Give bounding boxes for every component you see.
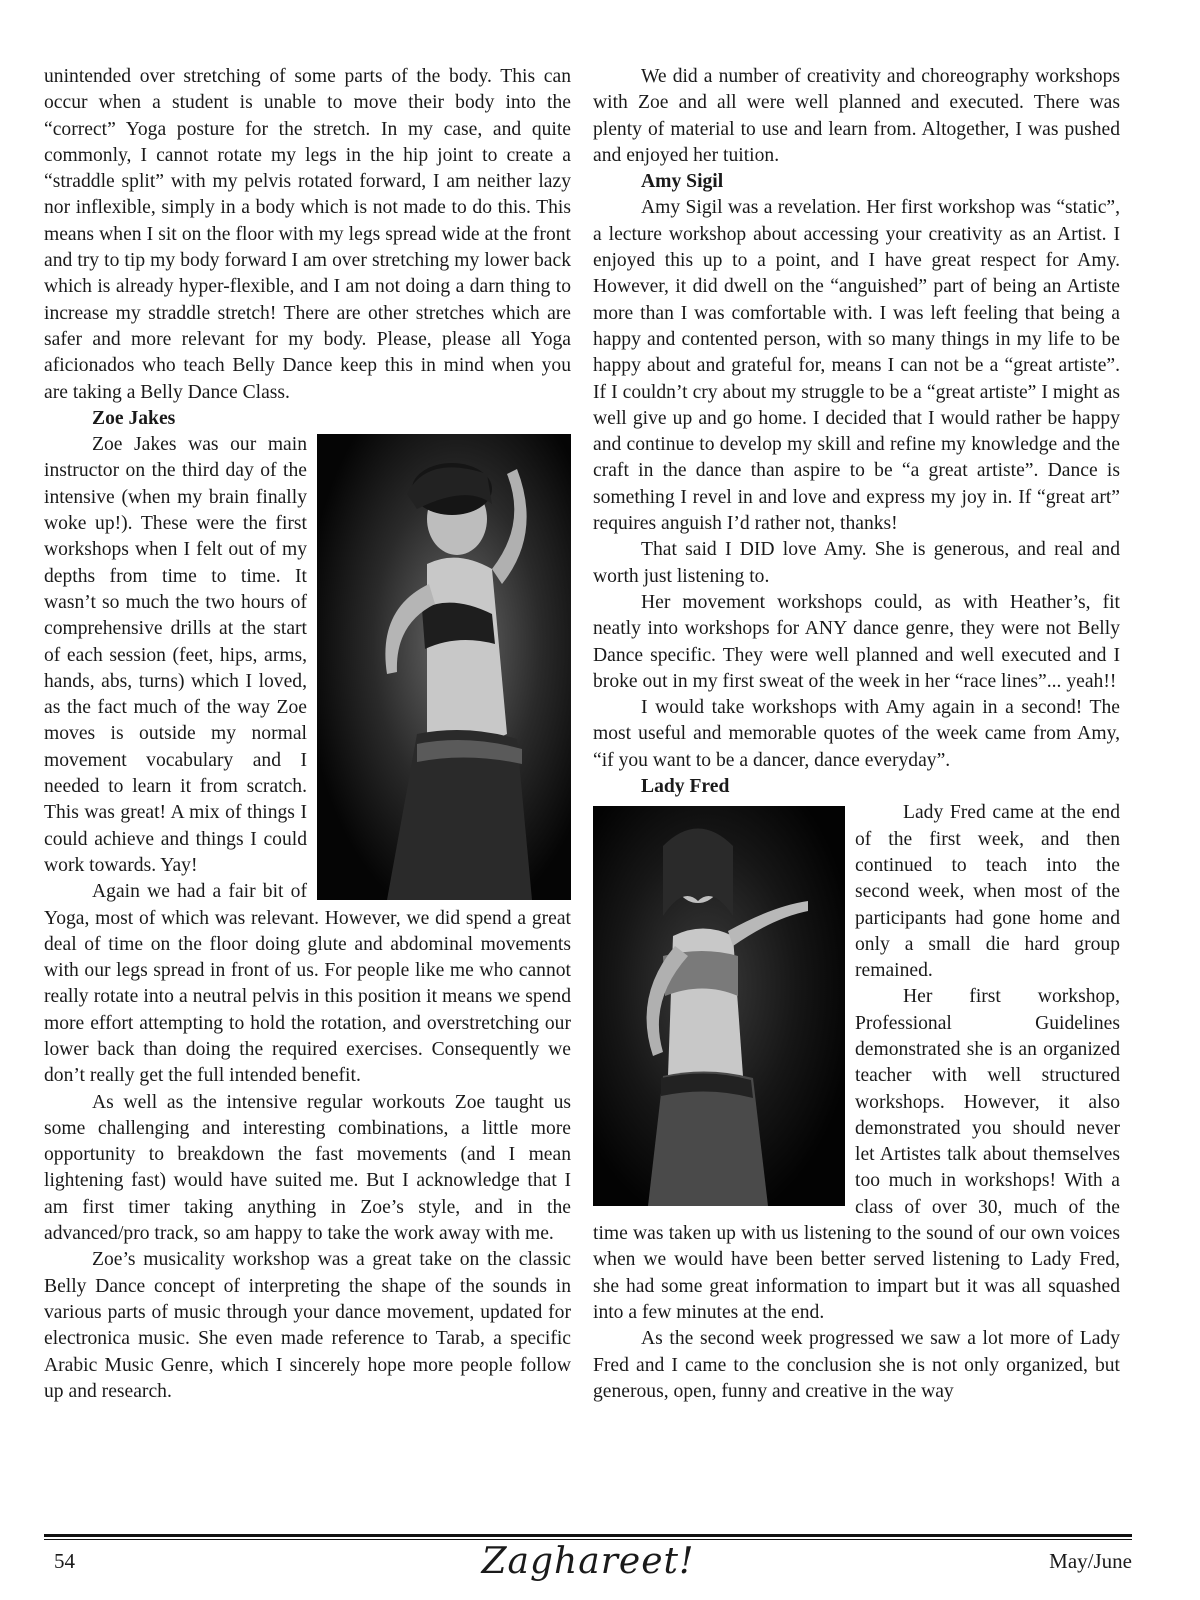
paragraph: Zoe’s musicality workshop was a great take on the classic Belly Dance concept of interpreting the shape of the sounds in various parts of music through your dance movement, updated for electronica music. She even made reference to Tarab, a specific Arabic Music Genre, which I sincerely hope more people follow up and research. (44, 1249, 571, 1402)
footer-rule (44, 1534, 1132, 1540)
magazine-logo: Zaghareet! (481, 1541, 695, 1582)
paragraph: Her first workshop, Professional Guidelines demonstrated she is an organized teacher with well structured workshops. However, it also demonstrated you should never let Artistes talk about themselves too much in workshops! With a class of over 30, much of the time was taken up with us listening to the sound of our own voices when we would have been better served listening to Lady Fred, she had some great information to impart but it was all squashed into a few minutes at the end. (593, 986, 1120, 1323)
photo-lady-fred (593, 806, 845, 1206)
page-footer (44, 1541, 1132, 1595)
page-number: 54 (54, 1549, 75, 1573)
paragraph: We did a number of creativity and choreography workshops with Zoe and all were well planned and executed. There was plenty of material to use and learn from. Altogether, I was pushed and enjoyed her tuition. (593, 66, 1120, 166)
paragraph: unintended over stretching of some parts of the body. This can occur when a student is unable to move their body into the “correct” Yoga posture for the stretch. In my case, and quite commonly, I cannot rotate my legs in the hip joint to create a “straddle split” with my pelvis rotated forward, I am neither lazy nor inflexible, simply in a body which is not made to do this. This means when I sit on the floor with my legs spread wide at the front and try to tip my body forward I am over stretching my lower back which is already hyper-flexible, and I am not doing a darn thing to increase my straddle stretch! There are other stretches which are safer and more relevant for my body. Please, please all Yoga aficionados who teach Belly Dance keep this in mind when you are taking a Belly Dance Class. (44, 66, 571, 403)
paragraph: As the second week progressed we saw a lot more of Lady Fred and I came to the conclusion she is not only organized, but generous, open, funny and creative in the way (593, 1328, 1120, 1402)
section-heading-lady-fred: Lady Fred (641, 776, 730, 798)
paragraph: Her movement workshops could, as with Heather’s, fit neatly into workshops for ANY dance genre, they were not Belly Dance specific. They were well planned and well executed and I broke out in my first sweat of the week in her “race lines”... yeah!! (593, 591, 1120, 692)
paragraph: That said I DID love Amy. She is generous, and real and worth just listening to. (593, 539, 1120, 587)
paragraph: Again we had a fair bit of Yoga, most of which was relevant. However, we did spend a great deal of time on the floor doing glute and abdominal movements with our legs spread in front of us. For people like me who cannot really rotate into a neutral pelvis in this position it means we spend more effort attempting to hold the rotation, and overstretching our lower back than doing the required exercises. Consequently we don’t really get the full intended benefit. (44, 881, 571, 1087)
paragraph: As well as the intensive regular workouts Zoe taught us some challenging and interesting combinations, a little more opportunity to breakdown the fast movements (and I mean lightening fast) would have suited me. But I acknowledge that I am first timer taking anything in Zoe’s style, and in the advanced/pro track, so am happy to take the work away with me. (44, 1091, 571, 1245)
paragraph: I would take workshops with Amy again in a second! The most useful and memorable quotes of the week came from Amy, “if you want to be a dancer, dance everyday”. (593, 697, 1120, 771)
paragraph: Lady Fred came at the end of the first week, and then continued to teach into the second week, when most of the participants had gone home and only a small die hard group remained. (855, 802, 1120, 982)
left-column (44, 64, 571, 1405)
paragraph: Amy Sigil was a revelation. Her first workshop was “static”, a lecture workshop about accessing your creativity as an Artist. I enjoyed this up to a point, and I have great respect for Amy. However, it did dwell on the “anguished” part of being an Artiste more than I was comfortable with. I was left feeling that being a happy and contented person, with so many things in my life to be happy about and grateful for, means I can not be a “great artiste”. If I couldn’t cry about my struggle to be a “great artiste” I might as well give up and go home. I decided that I would rather be happy and continue to develop my skill and refine my knowledge and the craft in the dance than aspire to be “a great artiste”. Dance is something I revel in and love and express my joy in. If “great art” requires anguish I’d rather not, thanks! (593, 197, 1120, 535)
issue-date: May/June (1049, 1549, 1132, 1573)
paragraph: Zoe Jakes was our main instructor on the third day of the intensive (when my brain finally woke up!). These were the first workshops when I felt out of my depths from time to time. It wasn’t so much the two hours of comprehensive drills at the start of each session (feet, hips, arms, hands, abs, turns) which I loved, as the fact much of the way Zoe moves is outside my normal movement vocabulary and I needed to learn it from scratch. This was great! A mix of things I could achieve and things I could work towards. Yay! (44, 434, 307, 876)
photo-zoe-jakes (317, 434, 571, 900)
right-column (593, 64, 1120, 1405)
section-heading-amy-sigil: Amy Sigil (641, 171, 724, 193)
section-heading-zoe-jakes: Zoe Jakes (92, 407, 176, 429)
